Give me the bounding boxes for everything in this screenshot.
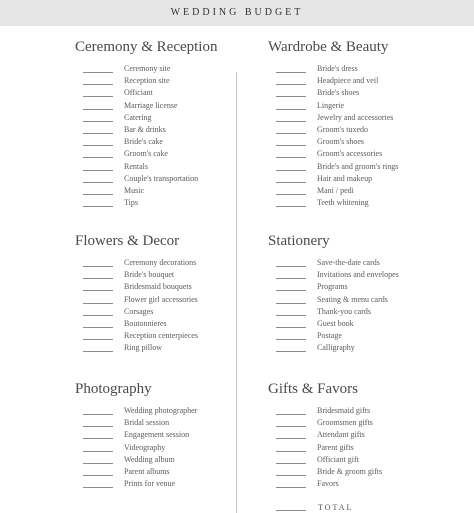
amount-blank[interactable] (83, 475, 113, 476)
item-list (268, 64, 399, 210)
amount-blank[interactable] (276, 72, 306, 73)
budget-line-item (268, 101, 388, 113)
budget-line-item (268, 418, 373, 430)
budget-line-item (268, 198, 388, 210)
section-stationery (268, 231, 399, 356)
amount-blank[interactable] (276, 303, 306, 304)
item-list (75, 64, 217, 210)
budget-line-item (268, 343, 355, 355)
budget-line-item (75, 454, 175, 467)
amount-blank[interactable] (83, 438, 113, 439)
budget-line-item (268, 186, 388, 198)
budget-line-item (75, 466, 170, 479)
item-label: Ceremony site (124, 64, 171, 73)
budget-line-item (75, 294, 198, 307)
item-label: Bar & drinks (124, 124, 166, 134)
amount-blank[interactable] (83, 84, 113, 85)
amount-blank[interactable] (276, 414, 306, 415)
amount-blank[interactable] (83, 121, 113, 122)
budget-line-item (268, 88, 388, 100)
item-label: Videography (124, 442, 166, 452)
amount-blank[interactable] (83, 315, 113, 316)
section-photography (75, 379, 198, 491)
page-title: WEDDING BUDGET (170, 7, 304, 18)
budget-line-item (75, 430, 190, 442)
budget-line-item (75, 64, 217, 76)
amount-blank[interactable] (83, 145, 113, 146)
section-title: Photography (75, 381, 152, 397)
column-divider (236, 72, 237, 513)
amount-blank[interactable] (276, 351, 306, 352)
budget-line-item (75, 125, 217, 137)
item-label: Reception centerpieces (124, 331, 198, 341)
amount-blank[interactable] (83, 327, 113, 328)
total-amount-blank[interactable] (276, 510, 306, 511)
amount-blank[interactable] (276, 487, 306, 488)
amount-blank[interactable] (276, 266, 306, 267)
item-label: Thank-you cards (317, 306, 371, 316)
section-title: Wardrobe & Beauty (268, 39, 389, 55)
item-label: Groom's shoes (317, 137, 364, 147)
item-label: Headpiece and veil (317, 76, 379, 86)
amount-blank[interactable] (276, 451, 306, 452)
section-title: Ceremony & Reception (75, 39, 218, 55)
budget-line-item (75, 307, 179, 319)
budget-line-item (268, 125, 388, 137)
budget-line-item (268, 430, 365, 442)
budget-line-item (268, 282, 348, 294)
item-list (75, 258, 198, 356)
item-label: Tips (124, 198, 138, 208)
item-label: Bride's dress (317, 64, 358, 73)
amount-blank[interactable] (83, 194, 113, 195)
budget-line-item (268, 174, 388, 186)
budget-line-item (75, 198, 217, 210)
budget-line-item (268, 149, 388, 161)
item-label: Flower girl accessories (124, 294, 198, 304)
budget-line-item (75, 137, 217, 149)
amount-blank[interactable] (83, 157, 113, 158)
budget-line-item (268, 137, 388, 149)
amount-blank[interactable] (83, 182, 113, 183)
amount-blank[interactable] (276, 145, 306, 146)
budget-line-item (268, 443, 358, 455)
section-flowers-decor (75, 231, 198, 356)
item-label: Wedding photographer (124, 406, 198, 415)
item-label: Parent gifts (317, 442, 354, 452)
item-label: Groomsmen gifts (317, 418, 373, 428)
amount-blank[interactable] (276, 438, 306, 439)
item-label: Groom's cake (124, 149, 168, 159)
item-label: Reception site (124, 76, 170, 86)
item-label: Bride's cake (124, 137, 163, 147)
item-label: Calligraphy (317, 343, 355, 353)
budget-line-item (268, 455, 358, 467)
amount-blank[interactable] (276, 339, 306, 340)
budget-line-item (75, 418, 170, 430)
item-label: Music (124, 185, 144, 195)
amount-blank[interactable] (276, 194, 306, 195)
amount-blank[interactable] (276, 290, 306, 291)
budget-line-item (75, 76, 217, 88)
item-label: Prints for venue (124, 479, 176, 489)
budget-line-item (75, 406, 198, 418)
amount-blank[interactable] (276, 84, 306, 85)
item-label: Seating & menu cards (317, 294, 388, 304)
section-title: Gifts & Favors (268, 381, 358, 397)
amount-blank[interactable] (276, 327, 306, 328)
budget-line-item (268, 306, 371, 319)
item-label: Hair and makeup (317, 173, 373, 183)
budget-line-item (268, 406, 371, 418)
budget-line-item (75, 88, 217, 100)
section-title: Flowers & Decor (75, 233, 180, 249)
amount-blank[interactable] (276, 109, 306, 110)
budget-line-item (75, 149, 217, 161)
item-label: Marriage license (124, 100, 178, 110)
budget-line-item (75, 479, 176, 491)
budget-line-item (268, 318, 354, 331)
item-label: Mani / pedi (317, 185, 354, 195)
item-label: Bride's shoes (317, 88, 360, 98)
amount-blank[interactable] (276, 463, 306, 464)
amount-blank[interactable] (83, 451, 113, 452)
budget-line-item (268, 466, 383, 479)
budget-line-item (75, 258, 197, 270)
budget-line-item (75, 270, 179, 282)
budget-line-item (268, 112, 394, 125)
budget-line-item (75, 113, 217, 125)
budget-line-item (75, 343, 179, 355)
amount-blank[interactable] (83, 339, 113, 340)
item-label: Wedding album (124, 454, 175, 464)
item-list (75, 406, 198, 491)
amount-blank[interactable] (276, 426, 306, 427)
budget-line-item (268, 76, 388, 88)
item-label: Catering (124, 112, 152, 122)
item-label: Favors (317, 479, 339, 489)
item-label: Postage (317, 331, 342, 341)
section-title: Stationery (268, 233, 330, 249)
amount-blank[interactable] (83, 303, 113, 304)
amount-blank[interactable] (83, 266, 113, 267)
amount-blank[interactable] (83, 109, 113, 110)
amount-blank[interactable] (83, 487, 113, 488)
item-label: Officiant (124, 88, 153, 98)
amount-blank[interactable] (83, 206, 113, 207)
budget-line-item (268, 294, 388, 307)
budget-line-item (75, 174, 217, 186)
budget-line-item (75, 101, 217, 113)
amount-blank[interactable] (83, 426, 113, 427)
budget-line-item (75, 162, 217, 174)
item-label: Teeth whitening (317, 198, 369, 208)
budget-line-item (268, 331, 342, 343)
item-label: Corsages (124, 306, 154, 316)
amount-blank[interactable] (276, 182, 306, 183)
amount-blank[interactable] (83, 133, 113, 134)
item-label: Ring pillow (124, 343, 163, 353)
item-label: Guest book (317, 318, 354, 328)
amount-blank[interactable] (276, 315, 306, 316)
item-label: Programs (317, 282, 348, 292)
item-label: Bride's bouquet (124, 270, 175, 280)
item-list (268, 258, 399, 356)
amount-blank[interactable] (276, 475, 306, 476)
item-label: Engagement session (124, 430, 190, 440)
budget-line-item (75, 442, 166, 455)
item-label: Boutonnieres (124, 318, 167, 328)
budget-line-item (268, 161, 399, 174)
budget-line-item (75, 186, 217, 198)
amount-blank[interactable] (83, 463, 113, 464)
item-label: Invitations and envelopes (317, 270, 399, 280)
section-ceremony-reception (75, 37, 217, 210)
item-label: Parent albums (124, 466, 170, 476)
item-label: Attendant gifts (317, 430, 365, 440)
budget-line-item (75, 282, 192, 294)
item-label: Save-the-date cards (317, 258, 380, 267)
item-label: Bridesmaid gifts (317, 406, 371, 415)
item-label: Bride's and groom's rings (317, 161, 399, 171)
item-label: Bridesmaid bouquets (124, 282, 192, 292)
item-label: Jewelry and accessories (317, 112, 394, 122)
amount-blank[interactable] (276, 133, 306, 134)
budget-line-item (268, 64, 388, 76)
amount-blank[interactable] (276, 278, 306, 279)
item-label: Groom's tuxedo (317, 124, 368, 134)
amount-blank[interactable] (83, 96, 113, 97)
budget-line-item (268, 270, 399, 282)
item-label: Officiant gift (317, 454, 359, 464)
total-label: TOTAL (318, 503, 354, 512)
budget-line-item (75, 319, 179, 331)
amount-blank[interactable] (276, 121, 306, 122)
item-label: Lingerie (317, 100, 345, 110)
item-label: Ceremony decorations (124, 258, 197, 267)
item-label: Rentals (124, 161, 148, 171)
amount-blank[interactable] (276, 96, 306, 97)
amount-blank[interactable] (83, 290, 113, 291)
amount-blank[interactable] (83, 72, 113, 73)
item-label: Groom's accessories (317, 149, 383, 159)
amount-blank[interactable] (83, 351, 113, 352)
item-list (268, 406, 383, 491)
item-label: Couple's transportation (124, 173, 199, 183)
budget-line-item (75, 331, 198, 343)
item-label: Bridal session (124, 418, 170, 428)
amount-blank[interactable] (83, 170, 113, 171)
amount-blank[interactable] (276, 170, 306, 171)
section-gifts-favors (268, 379, 383, 491)
amount-blank[interactable] (276, 157, 306, 158)
section-wardrobe-beauty (268, 37, 399, 210)
amount-blank[interactable] (83, 414, 113, 415)
budget-line-item (268, 258, 380, 270)
item-label: Bride & groom gifts (317, 466, 383, 476)
amount-blank[interactable] (83, 278, 113, 279)
budget-line-item (268, 479, 358, 491)
amount-blank[interactable] (276, 206, 306, 207)
